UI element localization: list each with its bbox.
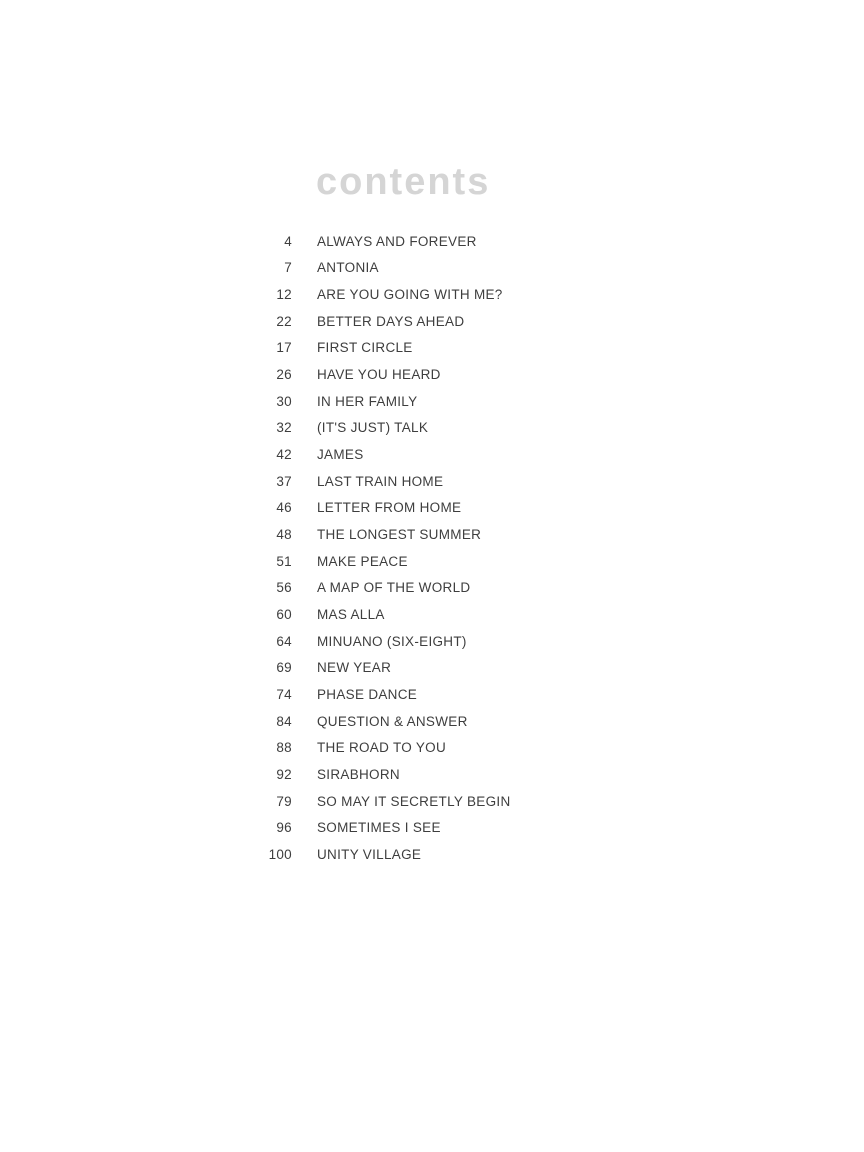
toc-entry bbox=[0, 521, 864, 548]
toc-song-title: A MAP OF THE WORLD bbox=[317, 580, 471, 596]
toc-song-title: MINUANO (SIX-EIGHT) bbox=[317, 633, 467, 649]
toc-entry bbox=[0, 388, 864, 415]
toc-entry bbox=[0, 734, 864, 761]
toc-entry bbox=[0, 228, 864, 255]
toc-song-title: NEW YEAR bbox=[317, 660, 392, 676]
toc-page-number: 84 bbox=[276, 713, 292, 729]
toc-entry bbox=[0, 655, 864, 682]
toc-entry bbox=[0, 255, 864, 282]
toc-song-title: IN HER FAMILY bbox=[317, 393, 418, 409]
toc-page-number: 74 bbox=[276, 686, 292, 702]
toc-page-number: 26 bbox=[276, 367, 292, 383]
toc-page-number: 7 bbox=[284, 260, 292, 276]
toc-song-title: UNITY VILLAGE bbox=[317, 846, 422, 862]
toc-song-title: FIRST CIRCLE bbox=[317, 340, 413, 356]
toc-page-number: 88 bbox=[276, 740, 292, 756]
toc-entry bbox=[0, 601, 864, 628]
toc-entry bbox=[0, 681, 864, 708]
toc-page-number: 60 bbox=[276, 607, 292, 623]
toc-page-number: 56 bbox=[276, 580, 292, 596]
toc-entry bbox=[0, 788, 864, 815]
toc-page-number: 96 bbox=[276, 820, 292, 836]
toc-entry bbox=[0, 415, 864, 442]
toc-song-title: (IT'S JUST) TALK bbox=[317, 420, 429, 436]
toc-page-number: 22 bbox=[276, 313, 292, 329]
toc-entry bbox=[0, 761, 864, 788]
toc-entry bbox=[0, 495, 864, 522]
toc-page-number: 48 bbox=[276, 527, 292, 543]
toc-page-number: 69 bbox=[276, 660, 292, 676]
toc-song-title: HAVE YOU HEARD bbox=[317, 367, 441, 383]
toc-song-title: LETTER FROM HOME bbox=[317, 500, 462, 516]
toc-song-title: THE ROAD TO YOU bbox=[317, 740, 447, 756]
toc-song-title: ARE YOU GOING WITH ME? bbox=[317, 287, 503, 303]
toc-page-number: 51 bbox=[276, 553, 292, 569]
toc-song-title: ALWAYS AND FOREVER bbox=[317, 233, 477, 249]
toc-entry bbox=[0, 628, 864, 655]
toc-entry bbox=[0, 361, 864, 388]
toc-entry bbox=[0, 468, 864, 495]
toc-page-number: 32 bbox=[276, 420, 292, 436]
toc-page-number: 30 bbox=[276, 393, 292, 409]
toc-song-title: QUESTION & ANSWER bbox=[317, 713, 468, 729]
toc-page-number: 4 bbox=[284, 233, 292, 249]
toc-page-number: 46 bbox=[276, 500, 292, 516]
toc-list bbox=[0, 228, 864, 868]
toc-song-title: SO MAY IT SECRETLY BEGIN bbox=[317, 793, 511, 809]
toc-entry bbox=[0, 441, 864, 468]
toc-page-number: 17 bbox=[276, 340, 292, 356]
toc-page-number: 12 bbox=[276, 287, 292, 303]
toc-song-title: SOMETIMES I SEE bbox=[317, 820, 441, 836]
toc-entry bbox=[0, 308, 864, 335]
toc-entry bbox=[0, 841, 864, 868]
toc-page-number: 42 bbox=[276, 447, 292, 463]
toc-entry bbox=[0, 575, 864, 602]
toc-entry bbox=[0, 281, 864, 308]
toc-entry bbox=[0, 548, 864, 575]
toc-entry bbox=[0, 335, 864, 362]
toc-song-title: MAS ALLA bbox=[317, 607, 385, 623]
toc-song-title: LAST TRAIN HOME bbox=[317, 473, 444, 489]
toc-page-number: 100 bbox=[268, 846, 292, 862]
toc-song-title: JAMES bbox=[317, 447, 364, 463]
toc-page-number: 37 bbox=[276, 473, 292, 489]
toc-song-title: SIRABHORN bbox=[317, 766, 400, 782]
page-title: contents bbox=[316, 161, 491, 203]
toc-song-title: PHASE DANCE bbox=[317, 686, 418, 702]
toc-song-title: ANTONIA bbox=[317, 260, 379, 276]
toc-page-number: 79 bbox=[276, 793, 292, 809]
toc-song-title: MAKE PEACE bbox=[317, 553, 408, 569]
toc-entry bbox=[0, 708, 864, 735]
toc-page-number: 92 bbox=[276, 766, 292, 782]
toc-song-title: THE LONGEST SUMMER bbox=[317, 527, 482, 543]
toc-page-number: 64 bbox=[276, 633, 292, 649]
toc-song-title: BETTER DAYS AHEAD bbox=[317, 313, 465, 329]
toc-entry bbox=[0, 814, 864, 841]
